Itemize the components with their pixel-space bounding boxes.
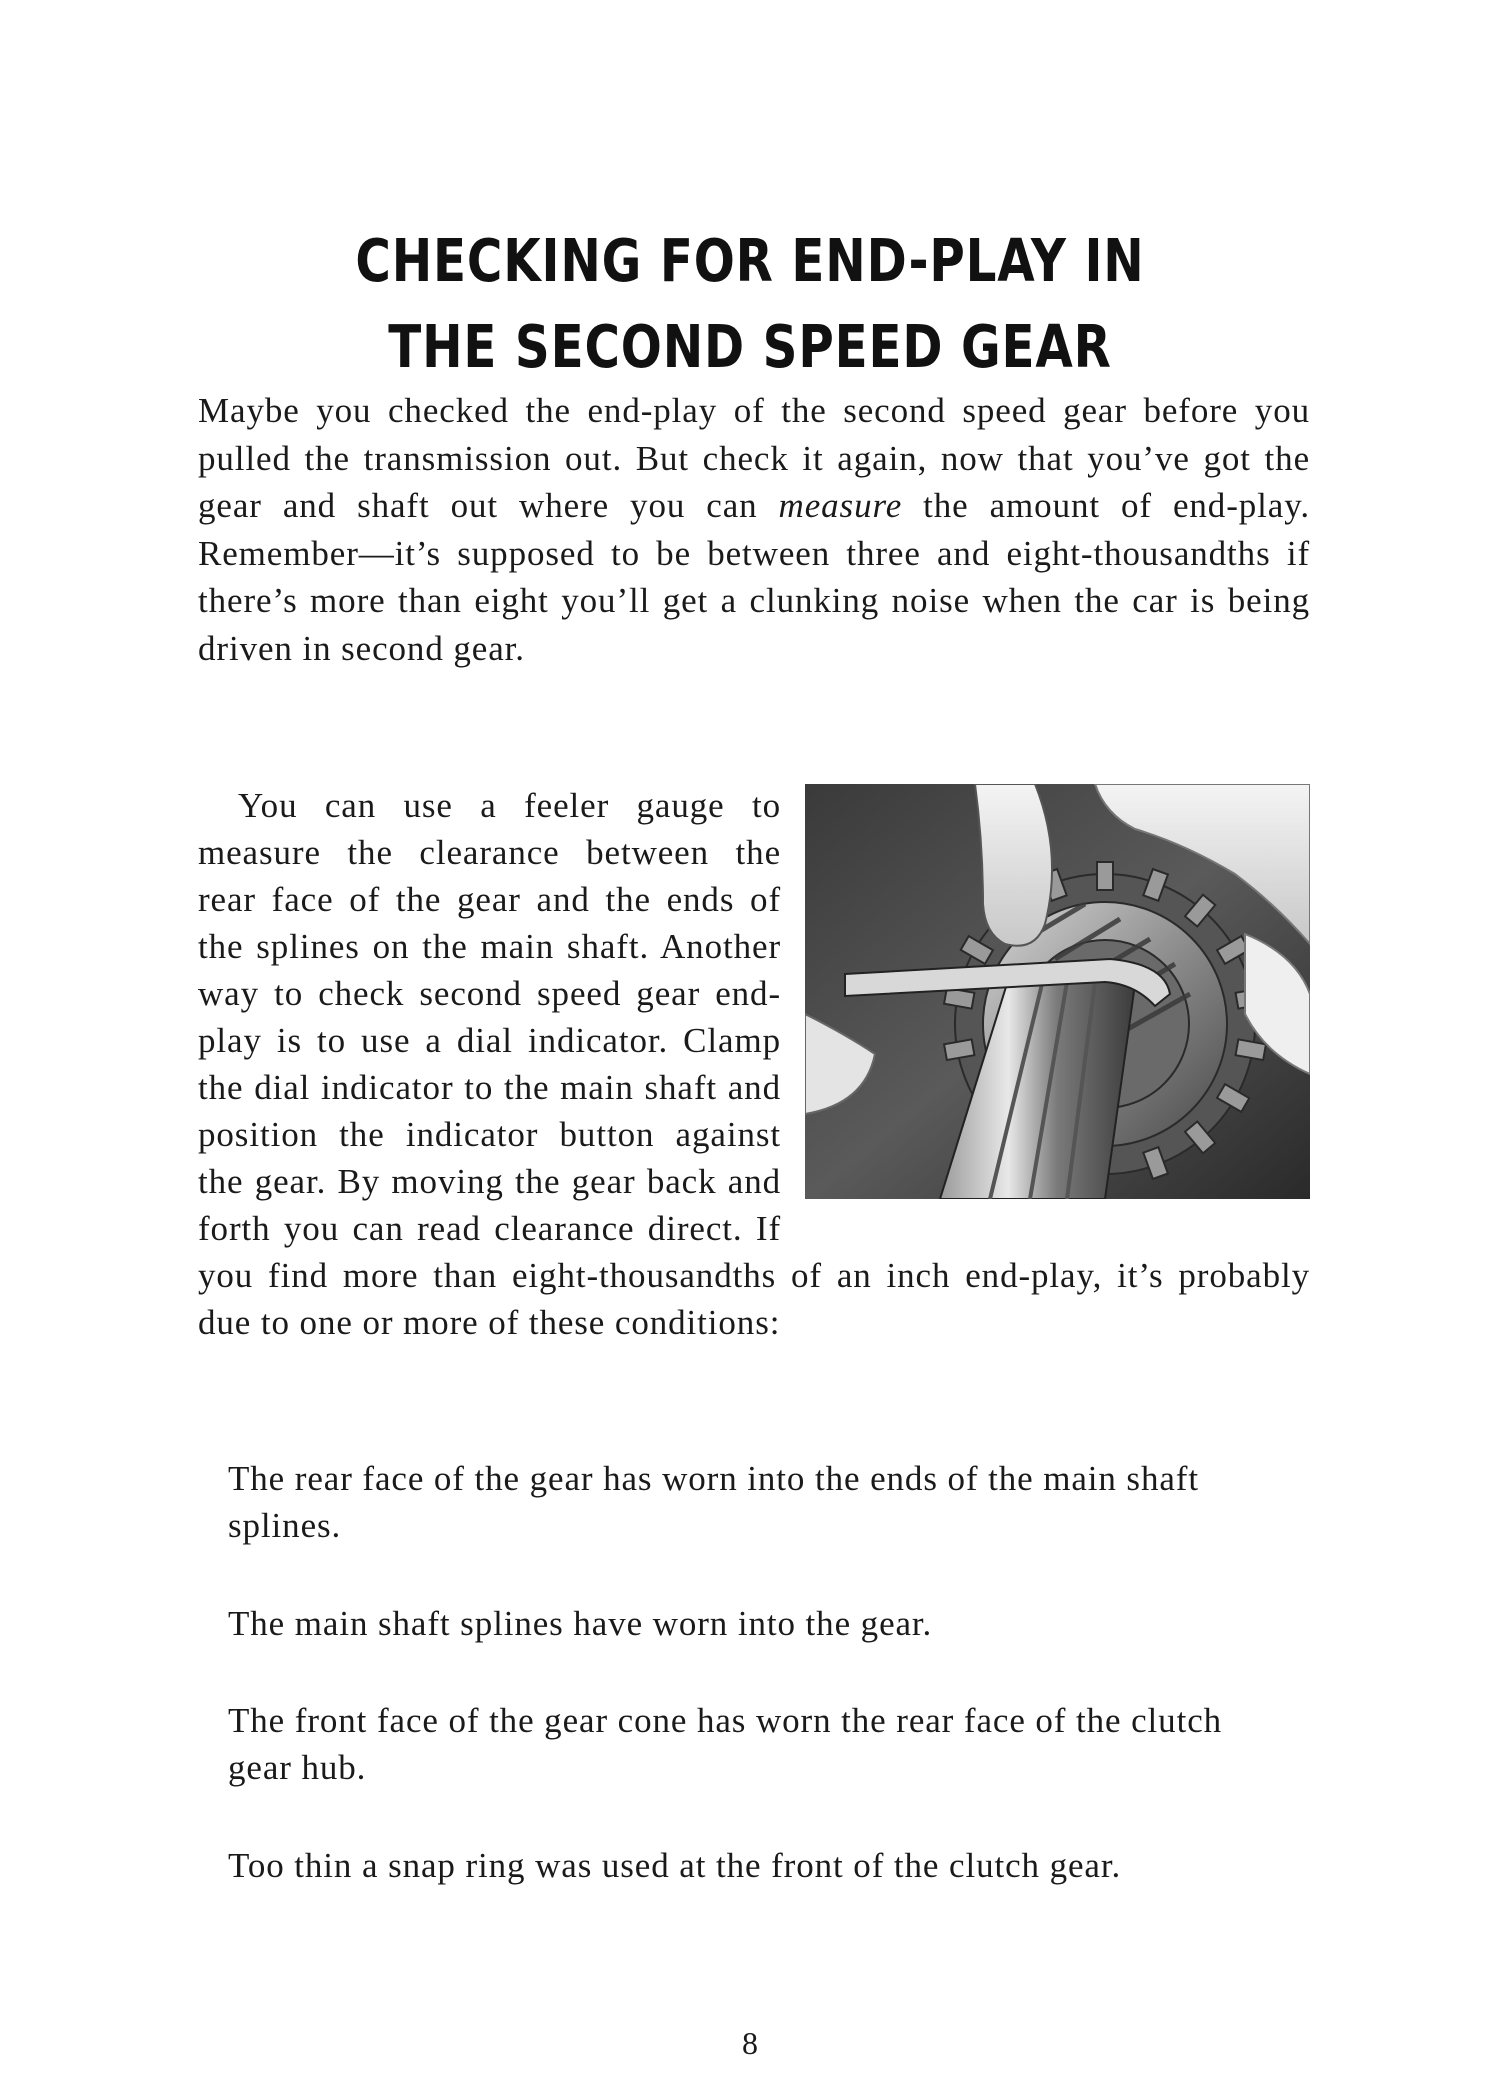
intro-text-end: the amount of end-play. Remember—it’s supposed to be between three and eight-thousandths if there’s more than eight you’ll get a clunking noise when the car is being driven in second gear. <box>198 486 1310 668</box>
intro-italic-word: measure <box>778 486 903 525</box>
method-text: You can use a feeler gauge to measure the clearance between the rear face of the gear and the ends of the splines on the main shaft. Another way to check second speed gear end-play is to use a dial indicator. Clamp the dial indicator to the main shaft and position the indicator button against the gear. By moving the gear back and forth you can read clearance direct. If you find more than eight-thousandths of an inch end-play, it’s probably due to one or more of these conditions: <box>198 786 1310 1342</box>
page-number: 8 <box>742 2025 758 2061</box>
title-line-2: THE SECOND SPEED GEAR <box>388 312 1112 381</box>
method-paragraph <box>198 782 1310 1346</box>
intro-text-start: Maybe you checked the end-play of the second speed gear before you pulled the transmission out. But check it again, now that you’ve got the gear and shaft out where you can <box>198 391 1310 525</box>
title-line-1: CHECKING FOR END-PLAY IN <box>355 226 1145 295</box>
condition-item: The front face of the gear cone has worn the rear face of the clutch gear hub. <box>228 1701 1223 1787</box>
intro-paragraph <box>198 387 1310 672</box>
condition-item: Too thin a snap ring was used at the front of the clutch gear. <box>228 1846 1122 1885</box>
feeler-gauge-gear-photo-icon <box>805 784 1310 1199</box>
condition-item: The main shaft splines have worn into the gear. <box>228 1604 933 1643</box>
page-title <box>299 218 1201 390</box>
condition-item: The rear face of the gear has worn into the ends of the main shaft splines. <box>228 1459 1199 1545</box>
